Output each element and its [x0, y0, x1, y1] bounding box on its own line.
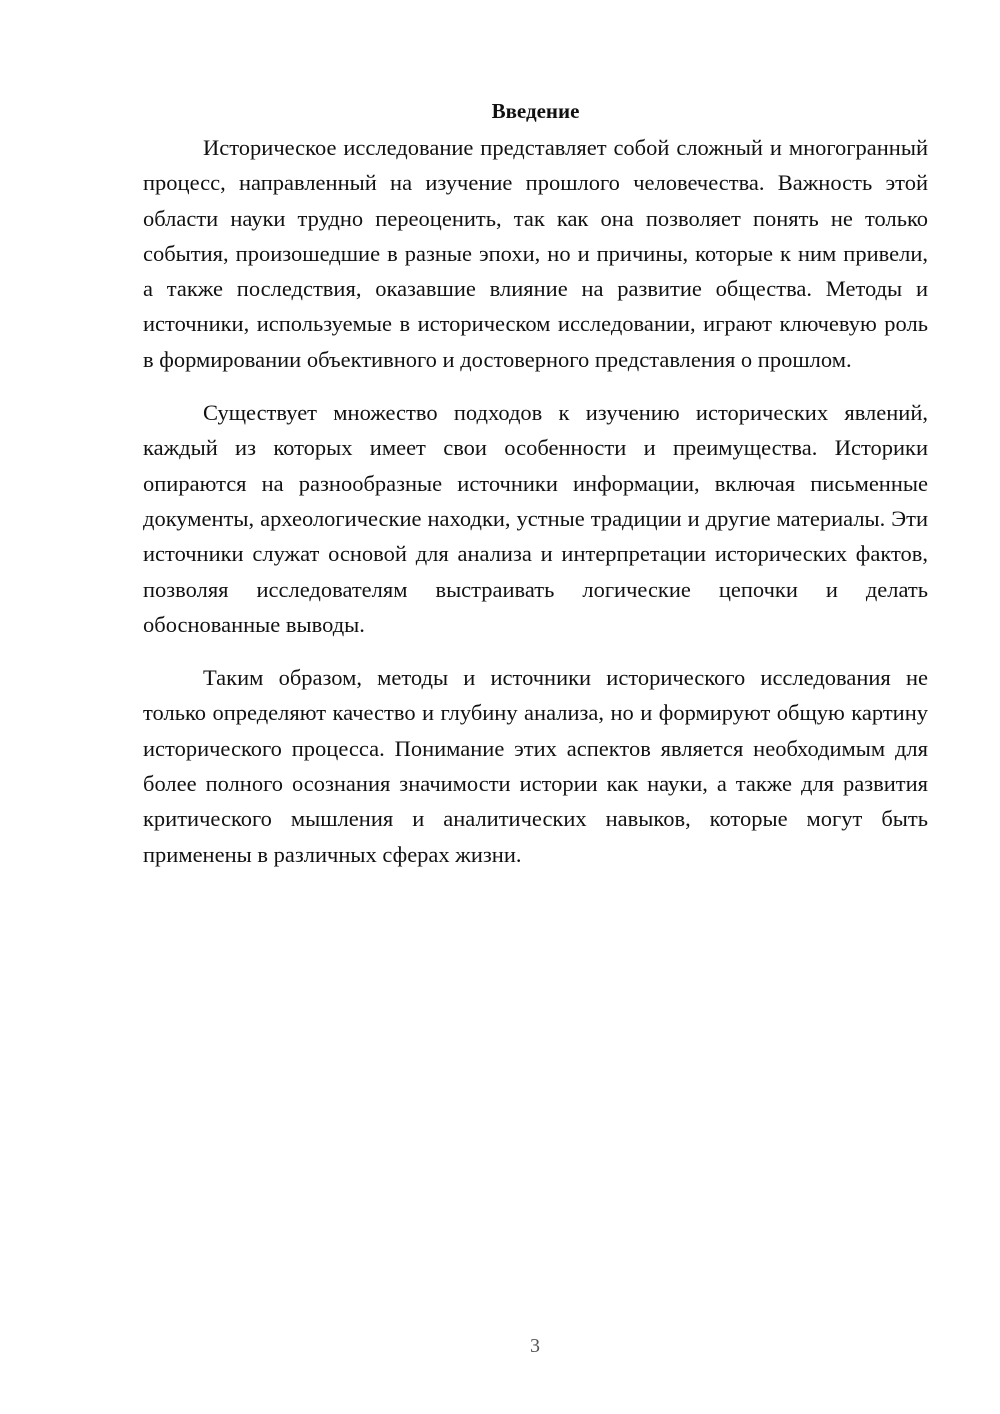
- paragraph-2: Существует множество подходов к изучению исторических явлений, каждый из которых имеет свои особенности и преимущества. Историки опираются на разнообразные источники информации, включая письменные документы, археологические находки, устные традиции и другие материалы. Эти источники служат основой для анализа и интерпретации исторических фактов, позволяя исследователям выстраивать логические цепочки и делать обоснованные выводы.: [143, 400, 928, 637]
- page-number: 3: [530, 1335, 540, 1357]
- paragraph-3: Таким образом, методы и источники исторического исследования не только определяют качество и глубину анализа, но и формируют общую картину исторического процесса. Понимание этих аспектов является необходимым для более полного осознания значимости истории как науки, а также для развития критического мышления и аналитических навыков, которые могут быть применены в различных сферах жизни.: [143, 665, 928, 867]
- page-content: [143, 96, 928, 890]
- paragraph-1: Историческое исследование представляет собой сложный и многогранный процесс, направленный на изучение прошлого человечества. Важность этой области науки трудно переоценить, так как она позволяет понять не только события, произошедшие в разные эпохи, но и причины, которые к ним привели, а также последствия, оказавшие влияние на развитие общества. Методы и источники, используемые в историческом исследовании, играют ключевую роль в формировании объективного и достоверного представления о прошлом.: [143, 135, 928, 372]
- section-heading: Введение: [491, 99, 580, 123]
